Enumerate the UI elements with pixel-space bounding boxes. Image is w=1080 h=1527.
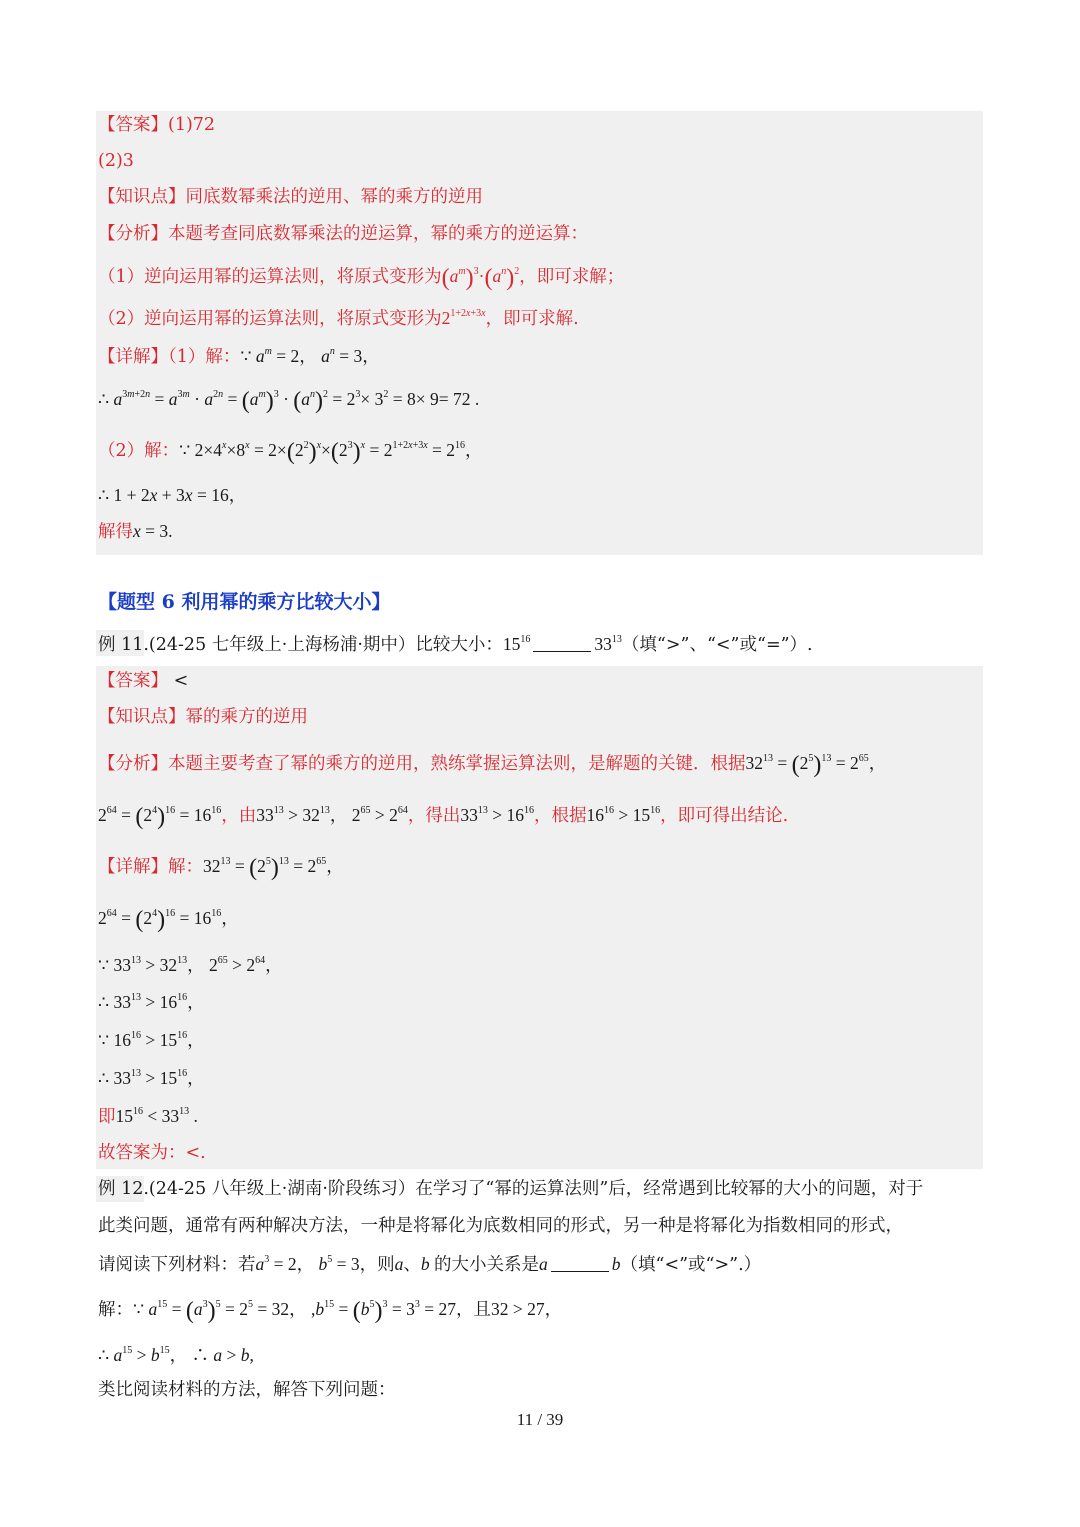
analysis-label: 【分析】 — [98, 224, 168, 244]
example11-analysis-formula-2: $2^{64} = (2^4)^{16} = 16^{16}$ — [98, 804, 222, 830]
example11-analysis-line-2 — [98, 802, 984, 829]
detail-2-formula: ∵ $2\times 4^x\times 8^x = 2\times(2^2)^x\times(2^3)^x = 2^{1+2x+3x} = 2^{16}$， — [179, 439, 483, 465]
detail-line-5 — [98, 518, 984, 545]
example11-detail-line-7 — [98, 1103, 984, 1130]
answer-2-line — [98, 148, 984, 174]
example12-line-3 — [98, 1251, 984, 1278]
example11-fill-note: （填“>”、“<”或“=”）. — [621, 635, 813, 655]
example11-label: 例 11 — [98, 635, 144, 655]
example11-detail-line-5: ∵ $16^{16} > 15^{16}$， — [98, 1030, 205, 1050]
example11-analysis-formula-4: $33^{13} > 16^{16}$ — [460, 805, 534, 825]
solve-prefix: 解得 — [98, 522, 133, 542]
answer-2: (2)3 — [98, 151, 134, 171]
example11-expr-right: $33^{13}$ — [594, 634, 622, 654]
step2-formula: $2^{1+2x+3x}$ — [441, 308, 486, 328]
example11-analysis-formula-5: $16^{16} > 15^{16}$ — [586, 805, 661, 825]
example12-given: $a^3 = 2$， $b^5 = 3$ — [255, 1254, 360, 1274]
example11-question: 例 11.(24-25 七年级上·上海杨浦·期中）比较大小：$15^{16}$ $33^{13}$（填“>”、“<”或“=”）. — [98, 634, 813, 655]
step1-formula: $(a^m)^3\cdot(a^n)^2$ — [441, 265, 520, 291]
solve-formula: x = 3. — [133, 521, 173, 541]
example11-so-formula: $15^{16} < 33^{13}$ . — [115, 1106, 198, 1126]
example12-text-1: (24-25 八年级上·湖南·阶段练习）在学习了“幂的运算法则”后，经常遇到比较幂的大小的问题，对于 — [148, 1179, 924, 1199]
example11-detail-line-6: ∴ $33^{13} > 15^{16}$， — [98, 1068, 205, 1088]
analysis-text: 本题考查同底数幂乘法的逆运算，幂的乘方的逆运算： — [168, 224, 588, 244]
example11-analysis-formula-1: $32^{13} = (2^5)^{13} = 2^{65}$， — [745, 752, 887, 778]
example12-line-1: 例 12.(24-25 八年级上·湖南·阶段练习）在学习了“幂的运算法则”后，经常遇到比较幂的大小的问题，对于 — [98, 1179, 924, 1199]
analysis-step-2 — [98, 305, 984, 332]
example12-solution-formula: ∵ $a^{15} = (a^3)^5 = 2^5 = 32$， $,b^{15} = (b^5)^3 = 3^3 = 27$， — [133, 1298, 474, 1324]
page-number: 11 / 39 — [516, 1410, 564, 1429]
example12-therefore-line: ∴ $a^{15} > b^{15}$， ∴ a > b, — [98, 1345, 254, 1365]
example11-detail-formula-1: $32^{13} = (2^5)^{13} = 2^{65}$， — [203, 855, 344, 881]
example11-analysis-line-1 — [98, 750, 984, 777]
example12-solution-line — [98, 1296, 984, 1323]
example12-line3-note: （填“<”或“>”.） — [620, 1255, 762, 1275]
example11-detail-line-1 — [98, 853, 984, 880]
step2-suffix: ，即可求解. — [485, 309, 579, 329]
example12-vars: a、b — [394, 1254, 430, 1274]
example12-var-b: b — [611, 1254, 621, 1274]
example11-analysis-end: ，即可得出结论. — [660, 806, 789, 826]
analysis-step-1 — [98, 263, 984, 290]
answer-1: (1)72 — [168, 115, 216, 135]
example12-var-a: a — [539, 1254, 548, 1274]
example11-expr-left: $15^{16}$ — [502, 634, 531, 654]
section-heading: 【题型 6 利用幂的乘方比较大小】 — [98, 591, 391, 613]
knowledge-point-line — [98, 184, 984, 210]
detail-line-1 — [98, 343, 984, 370]
example12-and: 且 — [473, 1300, 492, 1320]
example11-detail-line-3: ∵ $33^{13} > 32^{13}$， $2^{65} > 2^{64}$， — [98, 955, 283, 975]
detail-2-prefix: （2）解： — [98, 441, 180, 461]
kp-text: 同底数幂乘法的逆用、幂的乘方的逆用 — [185, 187, 483, 207]
detail-line-3 — [98, 437, 984, 464]
example11-kp-line — [98, 704, 984, 730]
example11-analysis-mid3: ，根据 — [534, 806, 587, 826]
kp-label: 【知识点】 — [98, 187, 186, 207]
detail-1-formula: ∵ $a^m = 2$， $a^n = 3$， — [240, 346, 380, 366]
example12-blank — [551, 1255, 609, 1272]
step2-prefix: （2）逆向运用幂的运算法则，将原式变形为 — [98, 309, 442, 329]
example11-analysis-text: 本题主要考查了幂的乘方的逆用，熟练掌握运算法则，是解题的关键．根据 — [168, 754, 746, 774]
example11-answer: < — [173, 671, 189, 691]
example12-line-2: 此类问题，通常有两种解决方法，一种是将幂化为底数相同的形式，另一种是将幂化为指数相同的形式， — [98, 1216, 903, 1236]
example11-analysis-mid2: ，得出 — [407, 806, 461, 826]
example12-line3-prefix: 请阅读下列材料：若 — [98, 1255, 256, 1275]
example12-compare: 32 > 27， — [491, 1299, 563, 1319]
example12-line3-rel: 的大小关系是 — [434, 1255, 539, 1275]
example11-detail-line-2: $2^{64} = (2^4)^{16} = 16^{16}$， — [98, 907, 239, 933]
detail-line-2: ∴ $a^{3m+2n} = a^{3m} \cdot a^{2n} = (a^m)^3 \cdot (a^n)^2 = 2^3\times 3^2 = 8\times 9= 72$ . — [98, 388, 480, 414]
answer-line — [98, 112, 984, 138]
example11-answer-label: 【答案】 — [98, 671, 168, 691]
example12-line3-mid: ，则 — [359, 1255, 395, 1275]
detail-line-4: ∴ 1 + 2x + 3x = 16， — [98, 485, 247, 505]
step1-suffix: ，即可求解； — [519, 267, 625, 287]
step1-prefix: （1）逆向运用幂的运算法则，将原式变形为 — [98, 267, 442, 287]
example11-analysis-formula-3: $33^{13} > 32^{13}$， $2^{65} > 2^{64}$ — [256, 805, 408, 825]
detail-label: 【详解】 — [98, 347, 168, 367]
example12-label: 例 12 — [98, 1179, 144, 1199]
example11-so-text: 即 — [98, 1107, 116, 1127]
example12-last-line: 类比阅读材料的方法，解答下列问题： — [98, 1380, 396, 1400]
example11-kp-label: 【知识点】 — [98, 707, 186, 727]
example12-solution-prefix: 解： — [98, 1300, 133, 1320]
example11-detail-prefix: 解： — [168, 857, 203, 877]
example11-detail-label: 【详解】 — [98, 857, 168, 877]
example11-analysis-label: 【分析】 — [98, 754, 168, 774]
example11-blank — [533, 635, 591, 652]
example11-answer-line — [98, 668, 984, 694]
example11-kp-text: 幂的乘方的逆用 — [185, 707, 308, 727]
analysis-line — [98, 221, 984, 247]
example11-source: (24-25 七年级上·上海杨浦·期中）比较大小： — [148, 635, 503, 655]
detail-1: （1）解： — [168, 347, 241, 367]
answer-label: 【答案】 — [98, 115, 168, 135]
example11-analysis-mid1: ，由 — [221, 806, 257, 826]
example11-conclusion: 故答案为：<. — [98, 1143, 206, 1163]
example11-detail-line-4: ∴ $33^{13} > 16^{16}$， — [98, 992, 205, 1012]
